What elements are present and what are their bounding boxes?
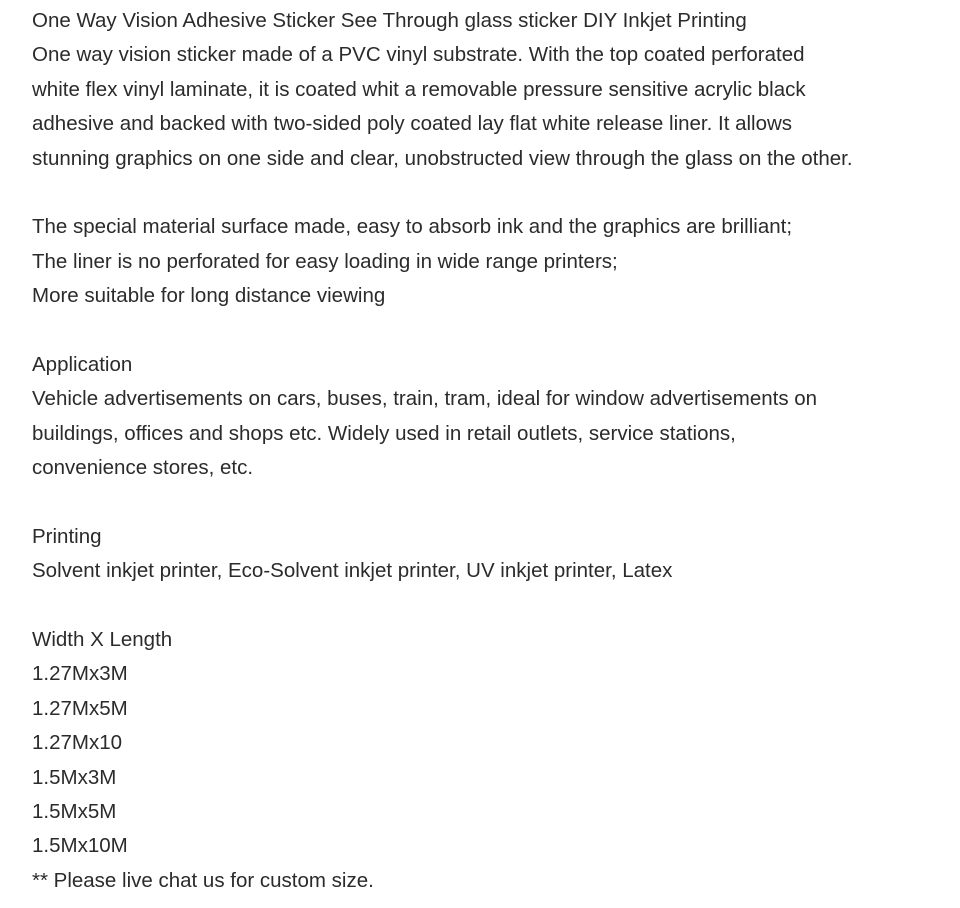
features-section [32,210,947,313]
paragraph-gap [32,589,947,623]
application-section [32,348,947,486]
intro-line: white flex vinyl laminate, it is coated whit a removable pressure sensitive acrylic black [32,77,806,101]
intro-line: stunning graphics on one side and clear, unobstructed view through the glass on the other. [32,146,853,170]
application-line: Vehicle advertisements on cars, buses, train, tram, ideal for window advertisements on [32,387,818,411]
application-line: convenience stores, etc. [32,456,254,480]
printing-heading: Printing [32,524,102,548]
feature-line: The special material surface made, easy to absorb ink and the graphics are brilliant; [32,215,793,239]
custom-size-note: ** Please live chat us for custom size. [32,868,374,892]
feature-line: More suitable for long distance viewing [32,284,386,308]
printing-line: Solvent inkjet printer, Eco-Solvent inkjet printer, UV inkjet printer, Latex [32,559,673,583]
size-item: 1.27Mx10 [32,731,123,755]
application-line: buildings, offices and shops etc. Widely used in retail outlets, service stations, [32,421,736,445]
feature-line: The liner is no perforated for easy loading in wide range printers; [32,249,618,273]
intro-line: adhesive and backed with two-sided poly coated lay flat white release liner. It allows [32,112,793,136]
sizes-section [32,623,947,898]
paragraph-gap [32,176,947,210]
printing-section [32,520,947,589]
product-description [32,4,947,898]
size-item: 1.5Mx5M [32,799,117,823]
intro-section [32,4,947,176]
size-item: 1.5Mx3M [32,765,117,789]
size-item: 1.27Mx3M [32,662,128,686]
intro-line: One way vision sticker made of a PVC vinyl substrate. With the top coated perforated [32,43,805,67]
product-title: One Way Vision Adhesive Sticker See Through glass sticker DIY Inkjet Printing [32,9,747,32]
sizes-heading: Width X Length [32,628,173,652]
size-item: 1.27Mx5M [32,696,128,720]
application-heading: Application [32,352,133,376]
size-item: 1.5Mx10M [32,834,128,858]
paragraph-gap [32,485,947,519]
paragraph-gap [32,314,947,348]
